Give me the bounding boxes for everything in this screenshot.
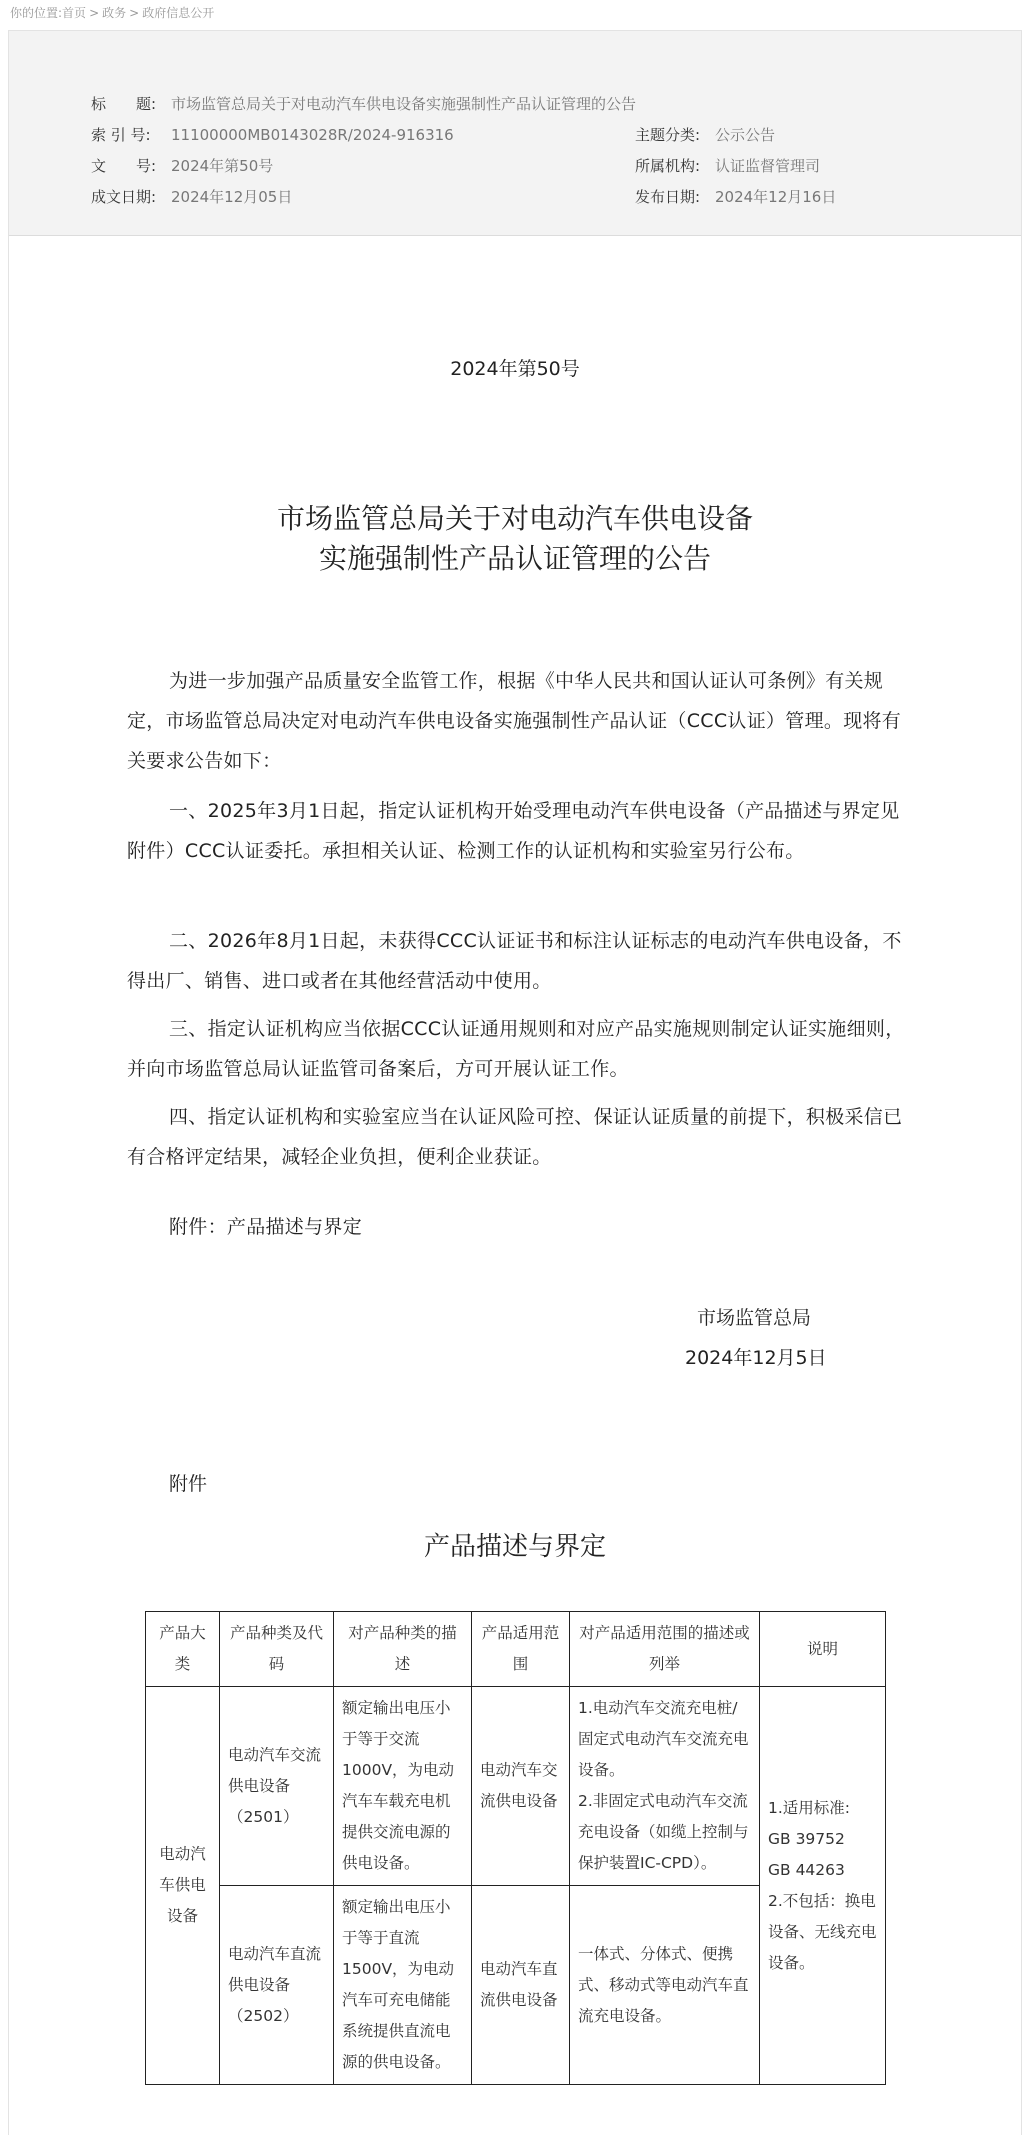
meta-title-row [91, 93, 636, 114]
meta-written-value: 2024年12月05日 [171, 188, 293, 206]
scope-description-line: 1.电动汽车交流充电桩/固定式电动汽车交流充电设备。 [578, 1699, 749, 1779]
meta-topic-label: 主题分类: [635, 126, 701, 144]
meta-topic-value: 公示公告 [715, 126, 776, 144]
notes-line: 1.适用标准: [768, 1798, 851, 1817]
table-header-cell: 产品种类及代码 [220, 1612, 334, 1687]
kind-cell: 电动汽车直流供电设备（2502） [220, 1886, 334, 2085]
article-frame [8, 30, 1022, 2135]
meta-published-row [635, 186, 836, 207]
meta-docno-value: 2024年第50号 [171, 157, 274, 175]
category-cell: 电动汽车供电设备 [146, 1687, 220, 2085]
meta-org-label: 所属机构: [635, 157, 701, 175]
notes-line: GB 39752 [768, 1829, 845, 1848]
breadcrumb [10, 4, 214, 21]
signature-date: 2024年12月5日 [685, 1347, 827, 1369]
document-title-line2: 实施强制性产品认证管理的公告 [318, 542, 711, 575]
meta-published-label: 发布日期: [635, 188, 701, 206]
breadcrumb-prefix: 你的位置: [10, 6, 63, 20]
document-title [9, 499, 1021, 579]
table-header-cell: 对产品适用范围的描述或列举 [570, 1612, 760, 1687]
paragraph-item-1: 一、2025年3月1日起，指定认证机构开始受理电动汽车供电设备（产品描述与界定见附件）CCC认证委托。承担相关认证、检测工作的认证机构和实验室另行公布。 [127, 800, 900, 862]
breadcrumb-separator: > [89, 6, 100, 20]
paragraph-intro: 为进一步加强产品质量安全监管工作，根据《中华人民共和国认证认可条例》有关规定，市场监管总局决定对电动汽车供电设备实施强制性产品认证（CCC认证）管理。现将有关要求公告如下： [127, 670, 902, 772]
signature-org: 市场监管总局 [697, 1307, 812, 1329]
table-header-cell: 对产品种类的描述 [334, 1612, 472, 1687]
scope-description-cell [570, 1687, 760, 1886]
breadcrumb-affairs-link[interactable]: 政务 [102, 6, 127, 20]
paragraph-item-3: 三、指定认证机构应当依据CCC认证通用规则和对应产品实施规则制定认证实施细则，并向市场监管总局认证监管司备案后，方可开展认证工作。 [127, 1018, 905, 1080]
table-header-cell: 产品大类 [146, 1612, 220, 1687]
meta-docno-row [91, 155, 273, 176]
table-row [146, 1687, 886, 1886]
notes-line: GB 44263 [768, 1860, 845, 1879]
document-title-line1: 市场监管总局关于对电动汽车供电设备 [276, 502, 753, 535]
meta-docno-label: 文 号: [91, 157, 157, 175]
notes-cell [760, 1687, 886, 2085]
kind-description-cell: 额定输出电压小于等于交流1000V，为电动汽车车载充电机提供交流电源的供电设备。 [334, 1687, 472, 1886]
product-spec-table [145, 1611, 886, 2085]
paragraph-item-2: 二、2026年8月1日起，未获得CCC认证证书和标注认证标志的电动汽车供电设备，不得出厂、销售、进口或者在其他经营活动中使用。 [127, 930, 902, 992]
meta-written-row [91, 186, 292, 207]
meta-topic-row [635, 124, 775, 145]
kind-description-cell: 额定输出电压小于等于直流1500V，为电动汽车可充电储能系统提供直流电源的供电设备。 [334, 1886, 472, 2085]
paragraph-item-4: 四、指定认证机构和实验室应当在认证风险可控、保证认证质量的前提下，积极采信已有合格评定结果，减轻企业负担，便利企业获证。 [127, 1106, 903, 1168]
breadcrumb-home-link[interactable]: 首页 [62, 6, 87, 20]
table-header-row [146, 1612, 886, 1687]
scope-description-line: 2.非固定式电动汽车交流充电设备（如缆上控制与保护装置IC-CPD）。 [578, 1792, 749, 1872]
meta-index-value: 11100000MB0143028R/2024-916316 [171, 126, 454, 144]
annex-label: 附件 [169, 1473, 208, 1495]
metadata-panel [9, 31, 1021, 236]
kind-cell: 电动汽车交流供电设备（2501） [220, 1687, 334, 1886]
meta-title-label: 标 题: [91, 95, 157, 113]
meta-written-label: 成文日期: [91, 188, 157, 206]
meta-title-value: 市场监管总局关于对电动汽车供电设备实施强制性产品认证管理的公告 [171, 95, 637, 113]
scope-description-cell: 一体式、分体式、便携式、移动式等电动汽车直流充电设备。 [570, 1886, 760, 2085]
meta-org-row [635, 155, 820, 176]
meta-index-row [91, 124, 454, 145]
meta-published-value: 2024年12月16日 [715, 188, 837, 206]
breadcrumb-separator: > [129, 6, 140, 20]
attachment-note: 附件：产品描述与界定 [169, 1216, 363, 1238]
table-header-cell: 说明 [760, 1612, 886, 1687]
scope-cell: 电动汽车直流供电设备 [472, 1886, 570, 2085]
notes-line: 2.不包括：换电设备、无线充电设备。 [768, 1891, 877, 1972]
breadcrumb-disclosure-link[interactable]: 政府信息公开 [142, 6, 215, 20]
table-header-cell: 产品适用范围 [472, 1612, 570, 1687]
meta-org-value: 认证监督管理司 [715, 157, 821, 175]
meta-index-label: 索 引 号: [91, 126, 151, 144]
scope-cell: 电动汽车交流供电设备 [472, 1687, 570, 1886]
document-number: 2024年第50号 [450, 358, 580, 380]
annex-title: 产品描述与界定 [423, 1532, 606, 1562]
